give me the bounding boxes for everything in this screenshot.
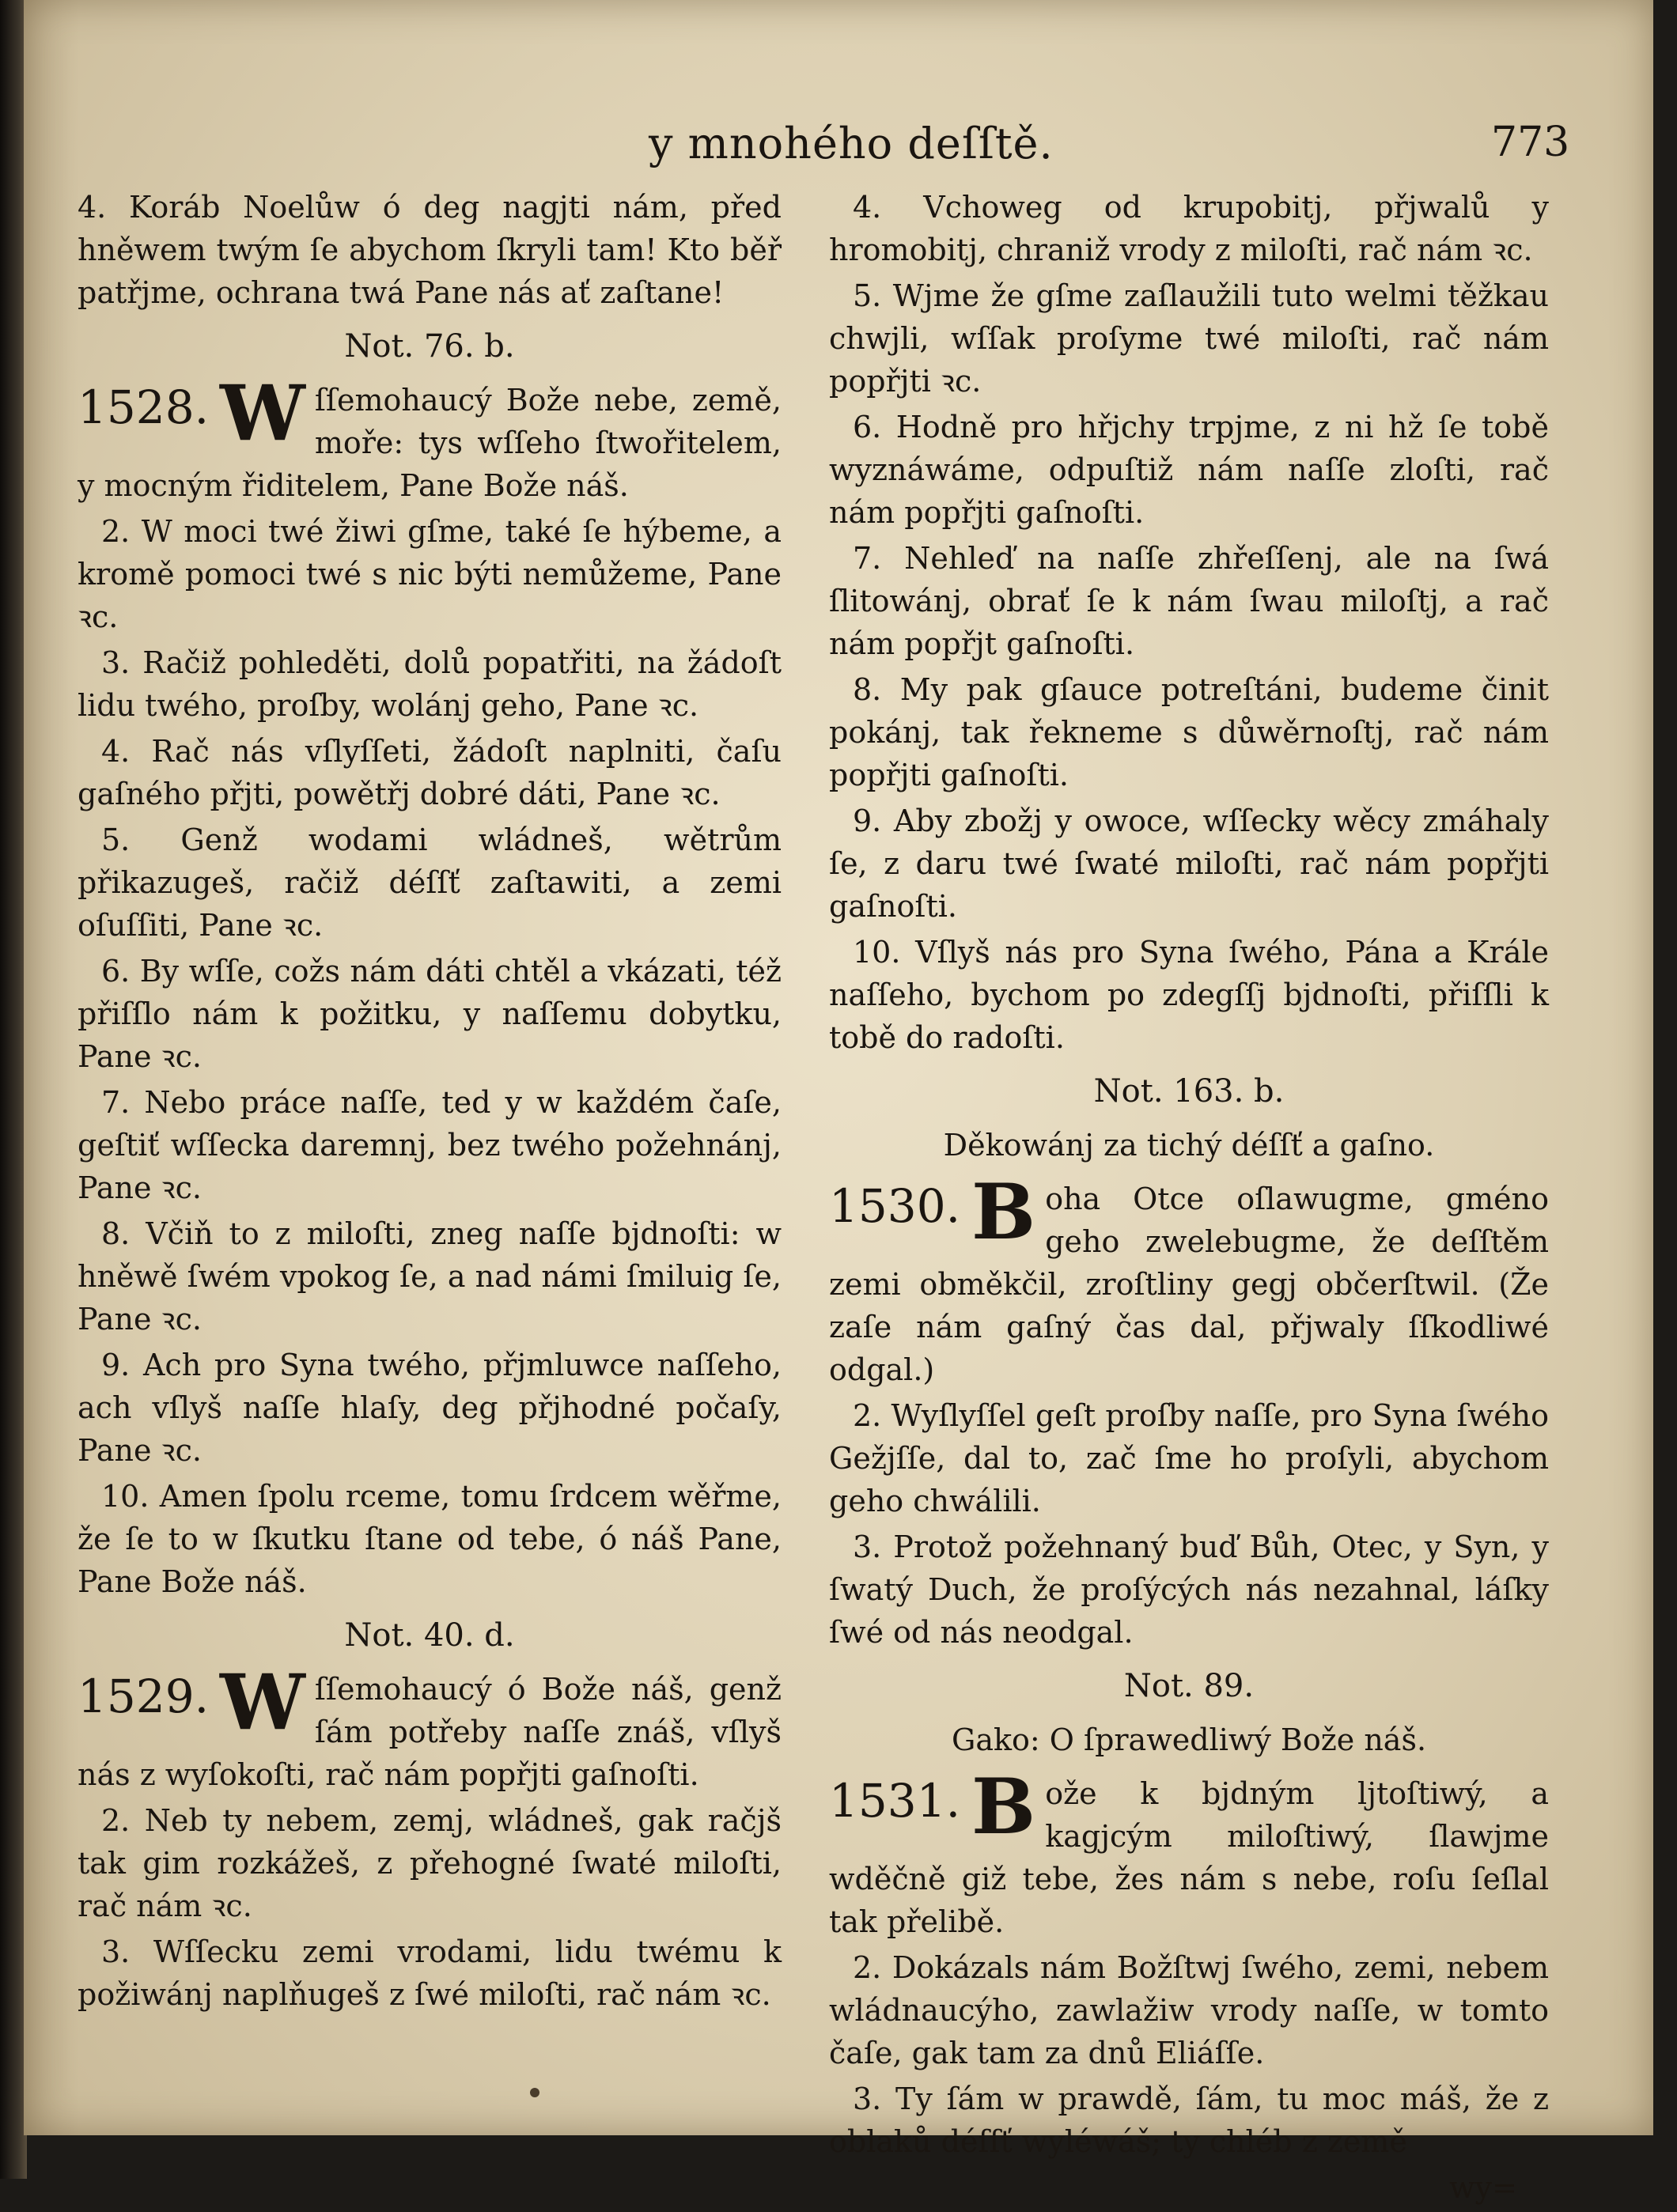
verse: 3. Protož požehnaný buď Bůh, Otec, y Syn, y ſwatý Duch, že proſýcých nás nezahnal, láſky ſwé od nás neodgal. [829, 1529, 1549, 1650]
verse: 7. Nebo práce naſſe, ted y w každém čaſe, geſtiť wſſecka daremnj, bez twého požehnánj, Pane ꝛc. [78, 1085, 782, 1205]
hymn-number: 1530. [829, 1179, 961, 1233]
hymn-1531 [829, 1762, 1549, 1943]
page-number: 773 [1491, 119, 1570, 166]
ink-spot [530, 2088, 539, 2097]
running-title: y mnohého deſſtě. [649, 119, 1054, 168]
verse: 6. Hodně pro hřjchy trpjme, z ni hž ſe tobě wyznáwáme, odpuſtiž nám naſſe zloſti, rač nám popřjti gaſnoſti. [829, 410, 1549, 530]
verse: 2. Dokázals nám Božſtwj ſwého, zemi, nebem wládnaucýho, zawlažiw vrody naſſe, w tomto čaſe, gak tam za dnů Eliáſſe. [829, 1950, 1549, 2070]
verse: 2. Wyſlyſſel geſt proſby naſſe, pro Syna ſwého Gežjſſe, dal to, zač ſme ho proſyli, abychom geho chwálili. [829, 1398, 1549, 1518]
hymn-1528 [78, 369, 782, 507]
verse: 7. Nehleď na naſſe zhřeſſenj, ale na ſwá ſlitowánj, obrať ſe k nám ſwau miloſtj, a rač nám popřjt gaſnoſti. [829, 541, 1549, 661]
hymn-subtitle-1531: Gako: O ſprawedliwý Bože náš. [951, 1722, 1427, 1757]
verse: 10. Vſlyš nás pro Syna ſwého, Pána a Krále naſſeho, bychom po zdegſſj bjdnoſti, přiſſli k tobě do radoſti. [829, 935, 1549, 1055]
hymn-1530 [829, 1167, 1549, 1391]
book-binding-shadow [0, 0, 27, 2179]
verse: 3. Ty ſám w prawdě, ſám, tu moc máš, že z oblaků déſſť wyléwáš; ty chléb z země [829, 2082, 1549, 2159]
drop-initial: B [971, 1762, 1036, 1851]
tune-label-1530: Not. 163. b. [1093, 1073, 1285, 1110]
drop-initial: W [220, 369, 305, 458]
verse: 5. Wjme že gſme zaſlaužili tuto welmi těžkau chwjli, wſſak proſyme twé miloſti, rač nám popřjti ꝛc. [829, 278, 1549, 399]
verse: 6. By wſſe, cožs nám dáti chtěl a vkázati, též přiſſlo nám k požitku, y naſſemu dobytku, Pane ꝛc. [78, 954, 782, 1074]
verse: 3. Wſſecku zemi vrodami, lidu twému k požiwánj naplňugeš z ſwé miloſti, rač nám ꝛc. [78, 1934, 782, 2012]
verse: 4. Rač nás vſlyſſeti, žádoſt naplniti, čaſu gaſného přjti, powětřj dobré dáti, Pane ꝛc. [78, 734, 782, 811]
tune-label-1529: Not. 40. d. [344, 1617, 515, 1654]
verse: 2. W moci twé žiwi gſme, také ſe hýbeme, a kromě pomoci twé s nic býti nemůžeme, Pane ꝛc. [78, 514, 782, 634]
book-page [24, 0, 1653, 2205]
intro-verse: 4. Koráb Noelůw ó deg nagjti nám, před hněwem twým ſe abychom ſkryli tam! Kto běř patřjme, ochrana twá Pane nás ať zaſtane! [78, 190, 782, 310]
hymn-1529 [78, 1658, 782, 1796]
tune-label-1531: Not. 89. [1123, 1668, 1255, 1704]
right-column [829, 186, 1549, 2212]
verse: 9. Aby zbožj y owoce, wſſecky wěcy zmáhaly ſe, z daru twé ſwaté miloſti, rač nám popřjti gaſnoſti. [829, 804, 1549, 924]
hymn-number: 1531. [829, 1774, 961, 1828]
tune-label-1528: Not. 76. b. [344, 328, 515, 365]
verse: 10. Amen ſpolu rceme, tomu ſrdcem wěřme, že ſe to w ſkutku ſtane od tebe, ó náš Pane, Pane Bože náš. [78, 1479, 782, 1599]
catchword: wy= [1449, 2170, 1517, 2205]
hymn-first-verse: ſſemohaucý ó Bože náš, genž ſám potřeby naſſe znáš, vſlyš nás z wyſokoſti, rač nám popřjti gaſnoſti. [78, 1672, 782, 1792]
hymn-number: 1529. [78, 1669, 210, 1723]
left-column [78, 186, 782, 2019]
hymn-first-verse: oha Otce oſlawugme, gméno geho zwelebugme, že deſſtěm zemi obměkčil, zroſtliny gegj občerſtwil. (Že zaſe nám gaſný čas dal, přjwaly ſſkodliwé odgal.) [829, 1182, 1549, 1387]
verse: 8. My pak gſauce potreſtáni, budeme činit pokánj, tak řekneme s důwěrnoſtj, rač nám popřjti gaſnoſti. [829, 672, 1549, 792]
hymn-first-verse: ože k bjdným ljtoſtiwý, a kagjcým miloſtiwý, ſlawjme wděčně giž tebe, žes nám s nebe, roſu ſeſlal tak přelibě. [829, 1776, 1549, 1939]
hymn-first-verse: ſſemohaucý Bože nebe, země, moře: tys wſſeho ſtwořitelem, y mocným řiditelem, Pane Bože náš. [78, 383, 782, 503]
verse: 8. Včiň to z miloſti, zneg naſſe bjdnoſti: w hněwě ſwém vpokog ſe, a nad námi ſmiluig ſe, Pane ꝛc. [78, 1216, 782, 1337]
drop-initial: W [220, 1658, 305, 1747]
verse: 4. Vchoweg od krupobitj, přjwalů y hromobitj, chraniž vrody z miloſti, rač nám ꝛc. [829, 190, 1549, 267]
hymn-number: 1528. [78, 380, 210, 434]
drop-initial: B [971, 1167, 1036, 1257]
verse: 9. Ach pro Syna twého, přjmluwce naſſeho, ach vſlyš naſſe hlaſy, deg přjhodné počaſy, Pane ꝛc. [78, 1348, 782, 1468]
verse: 5. Genž wodami wládneš, wětrům přikazugeš, račiž déſſť zaſtawiti, a zemi oſuſſiti, Pane ꝛc. [78, 822, 782, 943]
verse: 3. Račiž pohleděti, dolů popatřiti, na žádoſt lidu twého, proſby, wolánj geho, Pane ꝛc. [78, 645, 782, 723]
verse: 2. Neb ty nebem, zemj, wládneš, gak račjš tak gim rozkážeš, z přehogné ſwaté miloſti, rač nám ꝛc. [78, 1803, 782, 1923]
hymn-subtitle-1530: Děkowánj za tichý déſſť a gaſno. [943, 1128, 1435, 1163]
